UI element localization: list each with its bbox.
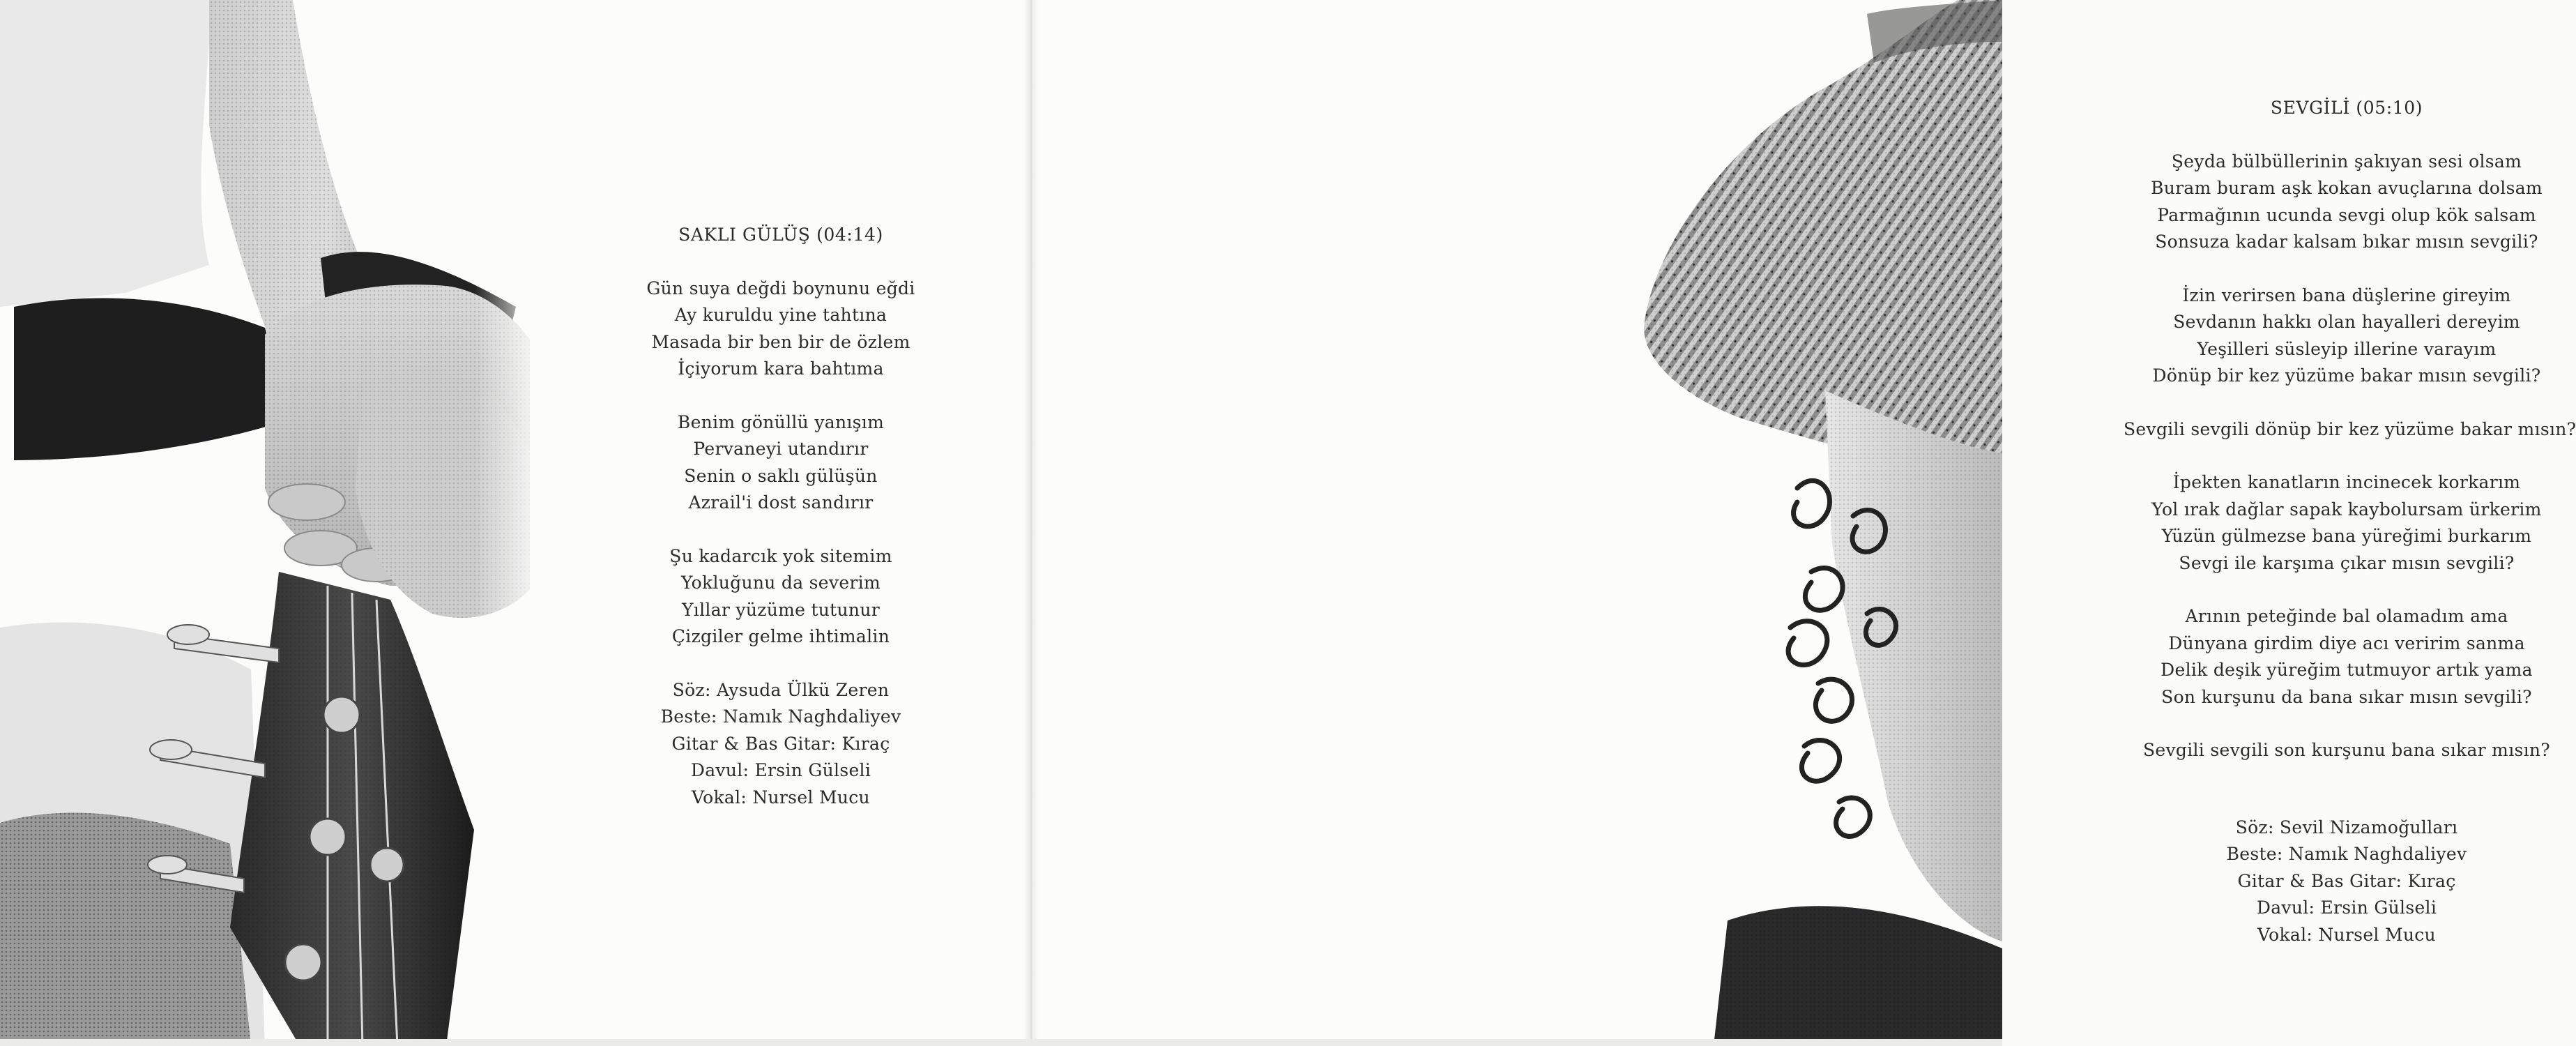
lyric-line: Sevgili sevgili dönüp bir kez yüzüme bakar mısın? bbox=[2124, 418, 2576, 439]
credit-line: Gitar & Bas Gitar: Kıraç bbox=[671, 733, 890, 754]
right-stanza-3 bbox=[2124, 469, 2570, 577]
lyric-line: Gün suya değdi boynunu eğdi bbox=[646, 278, 915, 298]
right-stanza-1 bbox=[2124, 149, 2570, 256]
left-song-lyrics bbox=[600, 222, 962, 811]
lyric-line: Dönüp bir kez yüzüme bakar mısın sevgili? bbox=[2152, 365, 2541, 386]
lyric-line: Yokluğunu da severim bbox=[681, 573, 881, 593]
lyric-line: Şeyda bülbüllerinin şakıyan sesi olsam bbox=[2171, 151, 2522, 172]
credit-line: Davul: Ersin Gülseli bbox=[690, 760, 871, 780]
left-page bbox=[0, 0, 1030, 1046]
credit-line: Vokal: Nursel Mucu bbox=[2257, 924, 2436, 945]
booklet-fold bbox=[1023, 0, 1039, 1046]
left-song-credits bbox=[600, 677, 962, 812]
right-song-title: SEVGİLİ (05:10) bbox=[2270, 98, 2423, 118]
credit-line: Söz: Sevil Nizamoğulları bbox=[2235, 817, 2458, 837]
lyric-line: Senin o saklı gülüşün bbox=[684, 465, 878, 486]
lyric-line: Azrail'i dost sandırır bbox=[688, 492, 874, 513]
lyric-line: Buram buram aşk kokan avuçlarına dolsam bbox=[2151, 178, 2543, 198]
right-page bbox=[1030, 0, 2576, 1046]
right-stanza-4 bbox=[2124, 603, 2570, 711]
lyric-line: Sevdanın hakkı olan hayalleri dereyim bbox=[2173, 312, 2520, 332]
lyric-line: Benim gönüllü yanışım bbox=[677, 411, 885, 432]
lyric-line: İpekten kanatların incinecek korkarım bbox=[2172, 472, 2521, 492]
credit-line: Vokal: Nursel Mucu bbox=[692, 787, 870, 808]
lyric-line: Yıllar yüzüme tutunur bbox=[682, 599, 880, 620]
lyric-line: Sevgi ile karşıma çıkar mısın sevgili? bbox=[2179, 552, 2515, 573]
scan-bottom-edge bbox=[0, 1039, 2002, 1046]
left-stanza-2 bbox=[600, 409, 962, 517]
lyric-line: Masada bir ben bir de özlem bbox=[651, 331, 910, 352]
lyric-line: Yol ırak dağlar sapak kaybolursam ürkerim bbox=[2151, 499, 2542, 520]
credit-line: Beste: Namık Naghdaliyev bbox=[660, 706, 901, 727]
credit-line: Gitar & Bas Gitar: Kıraç bbox=[2237, 870, 2456, 891]
right-song-credits bbox=[2124, 814, 2570, 949]
lyric-line: Parmağının ucunda sevgi olup kök salsam bbox=[2157, 204, 2536, 225]
lyric-line: İçiyorum kara bahtıma bbox=[678, 358, 884, 379]
right-song-lyrics bbox=[2124, 95, 2576, 948]
right-refrain-1 bbox=[2124, 416, 2576, 444]
lyric-line: Arının peteğinde bal olamadım ama bbox=[2185, 606, 2508, 626]
left-stanza-1 bbox=[600, 275, 962, 383]
straw-hat-portrait-photo bbox=[1030, 0, 2002, 1046]
lyric-line: İzin verirsen bana düşlerine gireyim bbox=[2182, 285, 2511, 305]
lyric-line: Ay kuruldu yine tahtına bbox=[674, 305, 887, 325]
lyric-line: Delik deşik yüreğim tutmuyor artık yama bbox=[2160, 660, 2533, 680]
right-refrain-2 bbox=[2124, 737, 2570, 764]
lyric-line: Çizgiler gelme ihtimalin bbox=[671, 626, 890, 646]
lyric-line: Son kurşunu da bana sıkar mısın sevgili? bbox=[2161, 686, 2532, 707]
lyric-line: Dünyana girdim diye acı veririm sanma bbox=[2168, 632, 2525, 653]
lyric-line: Yüzün gülmezse bana yüreğimi burkarım bbox=[2161, 526, 2532, 546]
left-stanza-3 bbox=[600, 543, 962, 651]
lyric-line: Pervaneyi utandırır bbox=[693, 439, 869, 459]
credit-line: Davul: Ersin Gülseli bbox=[2256, 897, 2437, 918]
lyric-line: Sevgili sevgili son kurşunu bana sıkar mısın? bbox=[2142, 740, 2551, 760]
credit-line: Beste: Namık Naghdaliyev bbox=[2226, 844, 2467, 864]
right-stanza-2 bbox=[2124, 282, 2570, 390]
credit-line: Söz: Aysuda Ülkü Zeren bbox=[672, 679, 890, 700]
lyric-line: Yeşilleri süsleyip illerine varayım bbox=[2197, 338, 2497, 359]
lyric-line: Şu kadarcık yok sitemim bbox=[669, 545, 892, 566]
lyric-line: Sonsuza kadar kalsam bıkar mısın sevgili? bbox=[2155, 232, 2538, 252]
left-song-title: SAKLI GÜLÜŞ (04:14) bbox=[678, 225, 883, 245]
